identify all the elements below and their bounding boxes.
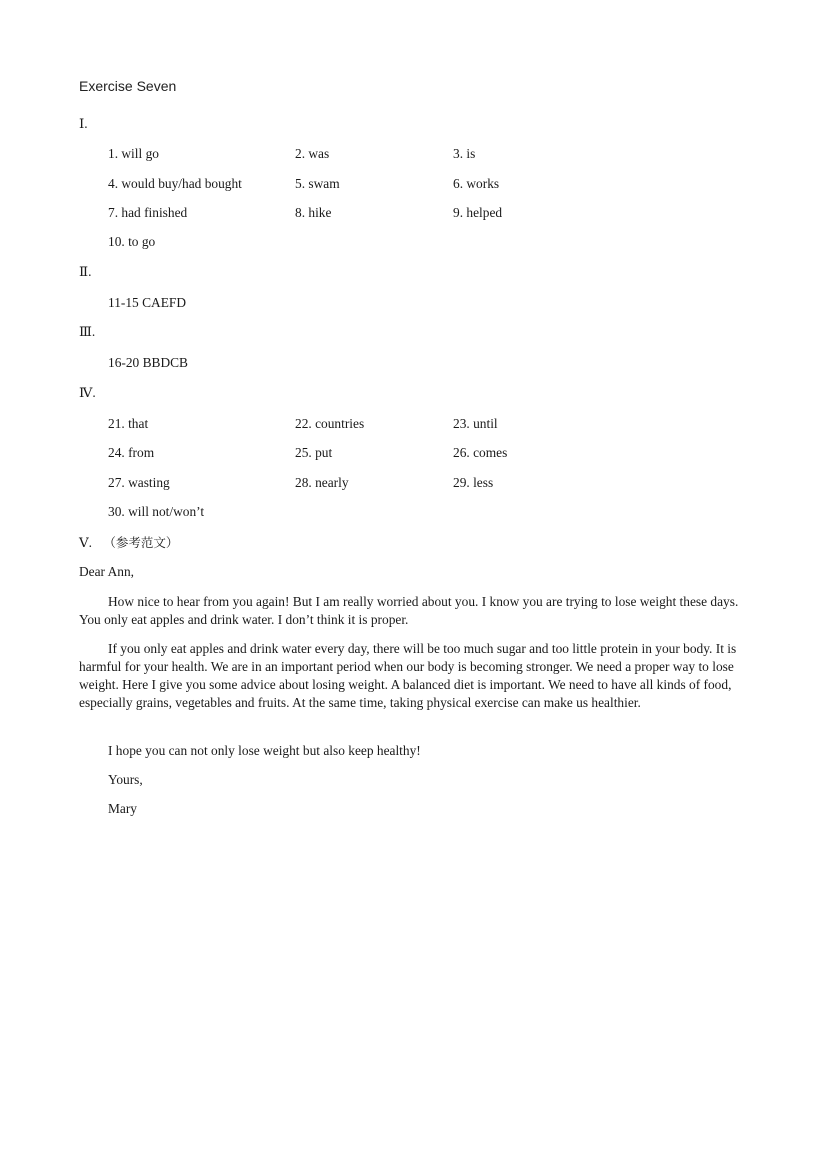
answer-25: 25. put (295, 445, 333, 460)
letter-paragraph-3: I hope you can not only lose weight but also keep healthy! (108, 743, 421, 758)
answer-26: 26. comes (453, 445, 508, 460)
answer-7: 7. had finished (108, 205, 188, 220)
answer-28: 28. nearly (295, 475, 349, 490)
letter-greeting: Dear Ann, (79, 564, 135, 579)
answer-29: 29. less (453, 475, 494, 490)
answer-11-15: 11-15 CAEFD (108, 295, 186, 310)
answer-9: 9. helped (453, 205, 503, 220)
answer-24: 24. from (108, 445, 155, 460)
section-5-heading (79, 533, 178, 551)
answer-6: 6. works (453, 176, 500, 191)
answer-10: 10. to go (108, 234, 156, 249)
section-4-heading: Ⅳ. (79, 385, 96, 400)
section-1-heading: Ⅰ. (79, 116, 88, 131)
answer-1: 1. will go (108, 146, 159, 161)
letter-paragraph-1: How nice to hear from you again! But I am really worried about you. I know you are trying to lose weight these days. You only eat apples and drink water. I don’t think it is proper. (79, 594, 739, 627)
answer-16-20: 16-20 BBDCB (108, 355, 188, 370)
answer-8: 8. hike (295, 205, 332, 220)
letter-paragraph-2: If you only eat apples and drink water every day, there will be too much sugar and too little protein in your body. It is harmful for your health. We are in an important period when our body is becoming stronger. We need a proper way to lose weight. Here I give you some advice about losing weight. A balanced diet is important. We need to have all kinds of food, especially grains, vegetables and fruits. At the same time, taking physical exercise can make us healthier. (79, 641, 737, 710)
answer-3: 3. is (453, 146, 476, 161)
section-5-note: （参考范文） (103, 535, 179, 550)
answer-22: 22. countries (295, 416, 365, 431)
section-2-heading: Ⅱ. (79, 264, 92, 279)
section-5-numeral: Ⅴ. (79, 535, 93, 550)
page-title: Exercise Seven (79, 78, 177, 94)
answer-5: 5. swam (295, 176, 340, 191)
answer-2: 2. was (295, 146, 330, 161)
answer-21: 21. that (108, 416, 149, 431)
answer-27: 27. wasting (108, 475, 170, 490)
section-3-heading: Ⅲ. (79, 324, 96, 339)
answer-30: 30. will not/won’t (108, 504, 205, 519)
answer-23: 23. until (453, 416, 498, 431)
answer-4: 4. would buy/had bought (108, 176, 242, 191)
letter-signature: Mary (108, 801, 138, 816)
letter-closing: Yours, (108, 772, 143, 787)
